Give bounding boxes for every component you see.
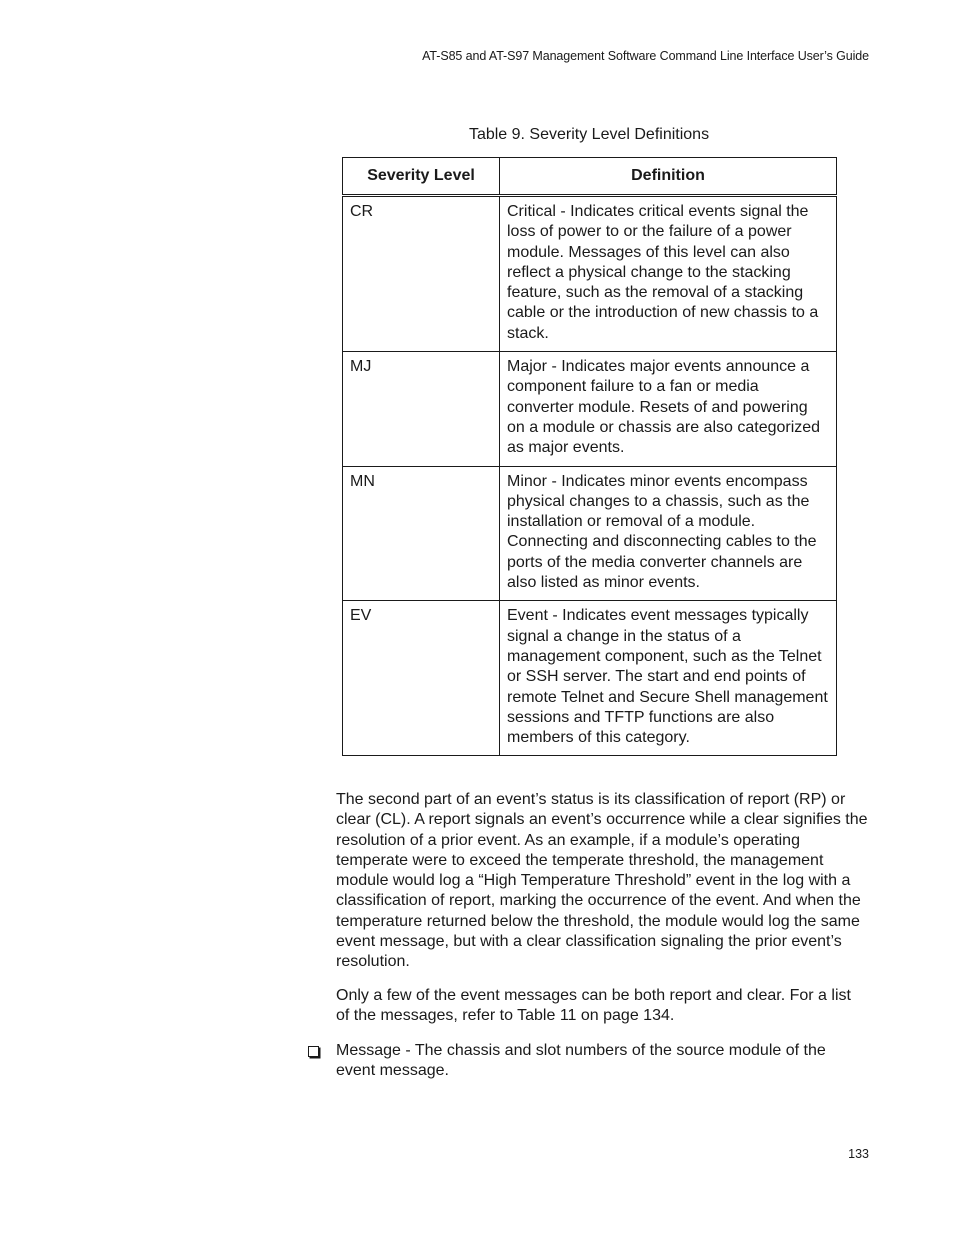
definition-cell: Major - Indicates major events announce a component failure to a fan or media converter module. Resets of and powering on a module or chassis are also categorized as major events. — [500, 352, 837, 466]
column-header-definition: Definition — [500, 158, 837, 196]
checkbox-bullet-icon — [308, 1046, 319, 1057]
severity-level-cell: MJ — [343, 352, 500, 466]
table-row — [343, 601, 837, 756]
bullet-list-item — [306, 1041, 868, 1082]
severity-level-cell: CR — [343, 196, 500, 352]
definition-cell: Critical - Indicates critical events signal the loss of power to or the failure of a power module. Messages of this level can also reflect a physical change to the stacking feature, such as the removal of a stacking cable or the introduction of new chassis to a stack. — [500, 196, 837, 352]
table-header-row — [343, 158, 837, 196]
page-number: 133 — [848, 1147, 869, 1161]
table-row — [343, 196, 837, 352]
severity-level-table — [342, 157, 837, 756]
body-paragraph: Only a few of the event messages can be both report and clear. For a list of the messages, refer to Table 11 on page 134. — [336, 987, 851, 1025]
column-header-severity-level: Severity Level — [343, 158, 500, 196]
definition-cell: Minor - Indicates minor events encompass physical changes to a chassis, such as the installation or removal of a module. Connecting and disconnecting cables to the ports of the media converter channels are also listed as minor events. — [500, 466, 837, 601]
running-header: AT-S85 and AT-S97 Management Software Command Line Interface User’s Guide — [422, 49, 869, 63]
table-row — [343, 466, 837, 601]
severity-level-cell: MN — [343, 466, 500, 601]
table-caption: Table 9. Severity Level Definitions — [468, 126, 710, 143]
table-row — [343, 352, 837, 466]
bullet-text: Message - The chassis and slot numbers of the source module of the event message. — [336, 1042, 826, 1080]
severity-level-cell: EV — [343, 601, 500, 756]
body-paragraph: The second part of an event’s status is its classification of report (RP) or clear (CL). A report signals an event’s occurrence while a clear signifies the resolution of a prior event. As an example, if a module’s operating temperate were to exceed the temperate threshold, the management module would log a “High Temperature Threshold” event in the log with a classification of report, marking the occurrence of the event. And when the temperature returned below the threshold, the module would log the same event message, but with a clear classification signaling the prior event’s resolution. — [336, 791, 868, 971]
definition-cell: Event - Indicates event messages typically signal a change in the status of a management component, such as the Telnet or SSH server. The start and end points of remote Telnet and Secure Shell management sessions and TFTP functions are also members of this category. — [500, 601, 837, 756]
